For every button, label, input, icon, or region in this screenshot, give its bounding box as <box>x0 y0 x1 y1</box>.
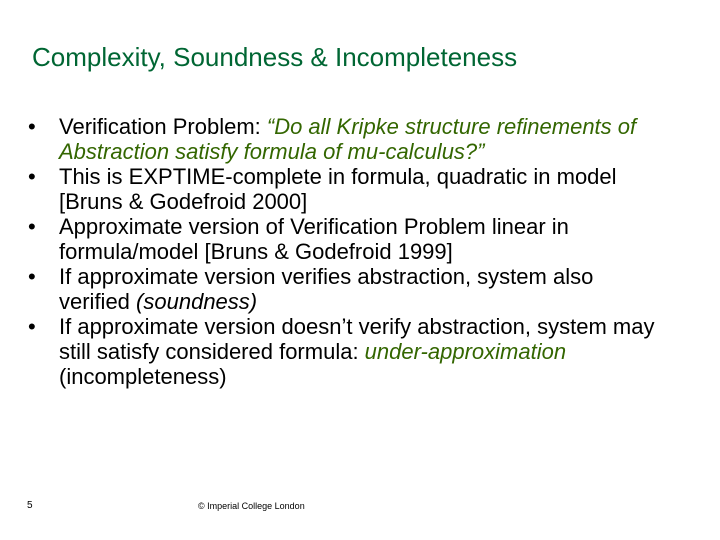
bullet-text: If approximate version verifies abstraction, system also verified <box>59 264 594 314</box>
slide-title: Complexity, Soundness & Incompleteness <box>32 42 518 72</box>
bullet-icon: • <box>28 214 36 239</box>
footer-copyright: © Imperial College London <box>198 501 305 511</box>
bullet-item <box>28 214 668 264</box>
bullet-item <box>28 114 668 164</box>
bullet-list <box>28 114 668 389</box>
bullet-emphasis: “Do all Kripke structure refinements of Abstraction satisfy formula of mu-calculus?” <box>59 114 637 164</box>
bullet-text: This is EXPTIME-complete in formula, quadratic in model [Bruns & Godefroid 2000] <box>59 164 617 214</box>
bullet-text-suffix: (incompleteness) <box>59 364 227 389</box>
slide-number: 5 <box>27 500 33 511</box>
bullet-icon: • <box>28 264 36 289</box>
bullet-item <box>28 264 668 314</box>
bullet-item <box>28 314 668 389</box>
bullet-text: Verification Problem: <box>59 114 267 139</box>
bullet-text: Approximate version of Verification Problem linear in formula/model [Bruns & Godefroid 1999] <box>59 214 569 264</box>
bullet-icon: • <box>28 114 36 139</box>
bullet-icon: • <box>28 314 36 339</box>
bullet-item <box>28 164 668 214</box>
bullet-emphasis: (soundness) <box>136 289 258 314</box>
bullet-text: If approximate version doesn’t verify abstraction, system may still satisfy considered formula: <box>59 314 655 364</box>
bullet-icon: • <box>28 164 36 189</box>
bullet-emphasis: under-approximation <box>364 339 567 364</box>
